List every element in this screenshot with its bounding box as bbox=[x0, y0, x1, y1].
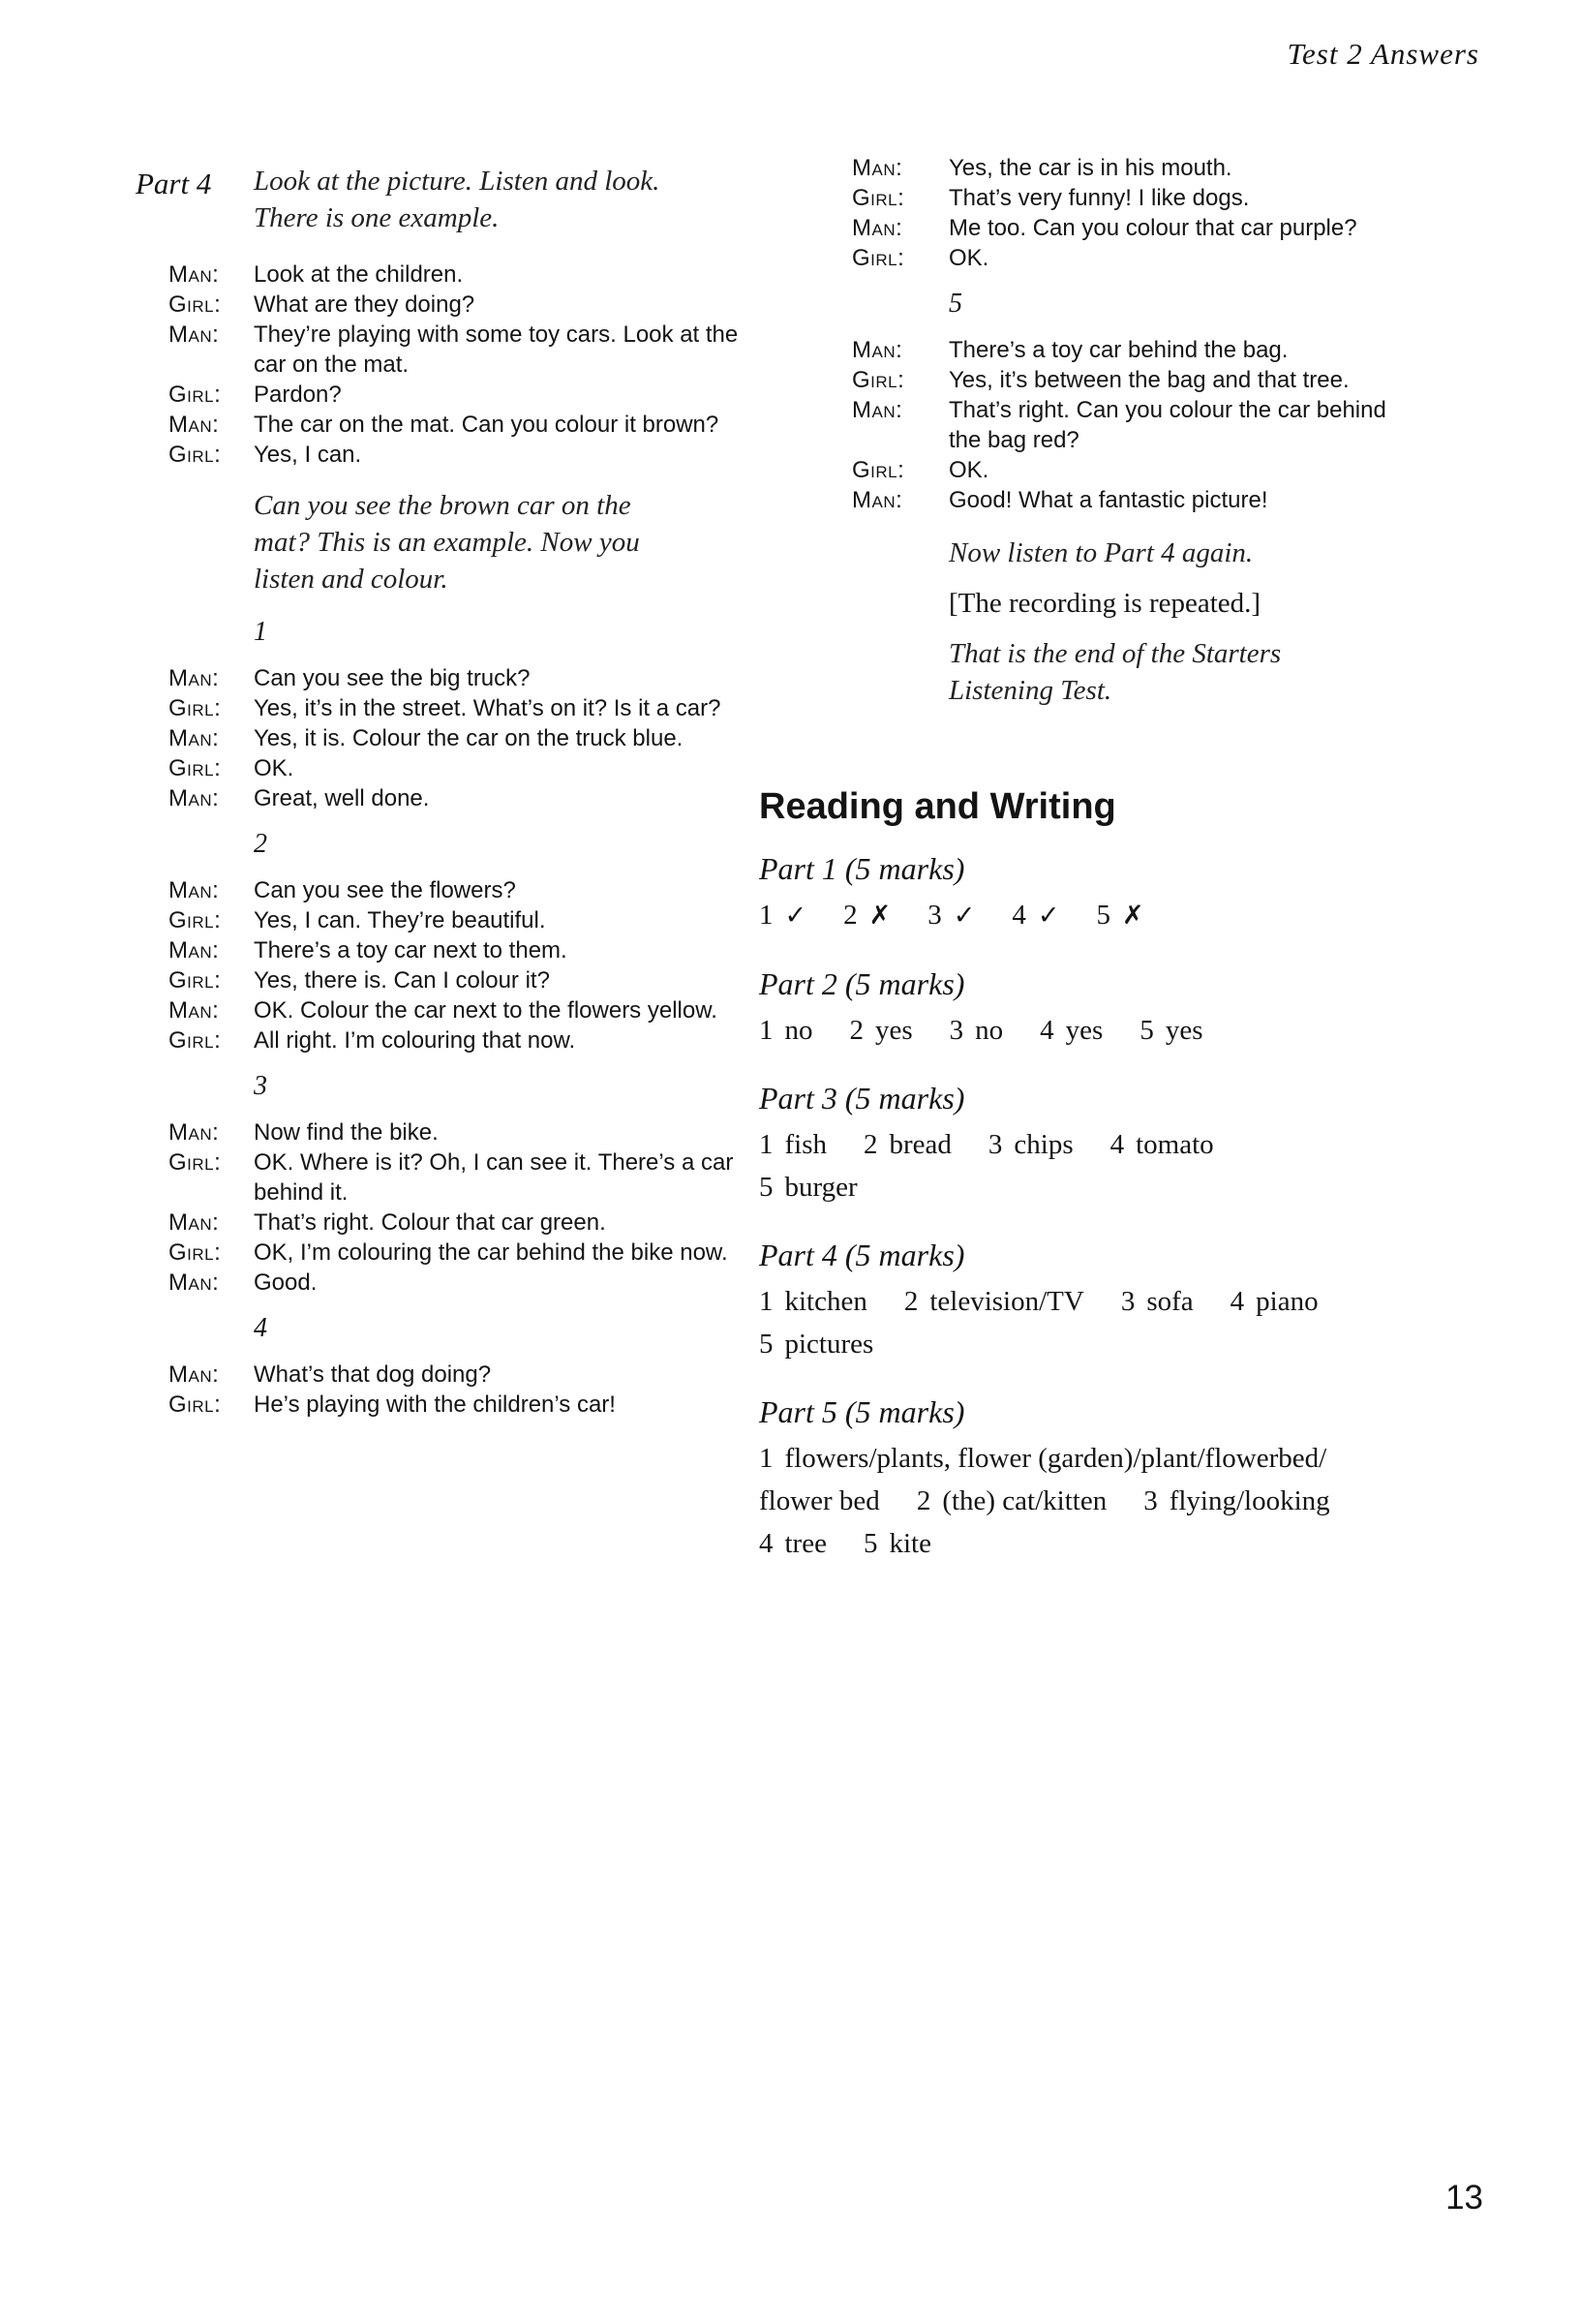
answer-value: sofa bbox=[1146, 1286, 1194, 1317]
dialogue-text: There’s a toy car behind the bag. bbox=[949, 337, 1289, 363]
dialogue-text: Yes, it’s between the bag and that tree. bbox=[949, 367, 1350, 393]
answer-item bbox=[1110, 1123, 1214, 1166]
end-note bbox=[949, 635, 1413, 709]
answer-item bbox=[864, 1123, 952, 1166]
speaker-label: Girl: bbox=[168, 1391, 222, 1418]
answer-item bbox=[1012, 894, 1059, 937]
answer-number: 1 bbox=[759, 1129, 774, 1160]
cross-icon: ✗ bbox=[868, 901, 892, 931]
dialogue-line bbox=[136, 440, 755, 470]
answer-item bbox=[904, 1280, 1084, 1323]
answer-row bbox=[759, 1323, 1456, 1365]
answer-number: 5 bbox=[863, 1528, 878, 1559]
part4-heading bbox=[136, 163, 755, 236]
answer-row bbox=[759, 1522, 1456, 1565]
dialogue-text: All right. I’m colouring that now. bbox=[254, 1027, 576, 1054]
item-dialogue bbox=[136, 1360, 755, 1420]
answer-row bbox=[759, 1480, 1456, 1522]
answer-value: pictures bbox=[784, 1329, 874, 1360]
dialogue-line bbox=[136, 1025, 755, 1055]
speaker-label: Man: bbox=[852, 337, 903, 363]
speaker-label: Man: bbox=[852, 397, 903, 423]
dialogue-line bbox=[136, 1360, 755, 1390]
listening-part4-column bbox=[136, 163, 755, 1420]
dialogue-text: OK. bbox=[949, 457, 989, 483]
closing-notes bbox=[949, 535, 1413, 709]
speaker-label: Girl: bbox=[168, 1149, 222, 1176]
speaker-label: Man: bbox=[168, 321, 220, 348]
dialogue-line bbox=[136, 1238, 755, 1268]
dialogue-text: OK. Where is it? Oh, I can see it. There’s a car behind it. bbox=[254, 1149, 734, 1206]
speaker-label: Girl: bbox=[852, 245, 905, 271]
answer-row bbox=[759, 1166, 1456, 1208]
dialogue-text: That’s right. Colour that car green. bbox=[254, 1209, 606, 1236]
answer-part-title: Part 2 (5 marks) bbox=[759, 966, 965, 1001]
dialogue-text: Can you see the flowers? bbox=[254, 877, 516, 903]
answer-number: 2 bbox=[864, 1129, 878, 1160]
continuation-dialogue bbox=[852, 153, 1413, 273]
dialogue-text: Yes, the car is in his mouth. bbox=[949, 155, 1232, 181]
dialogue-text: They’re playing with some toy cars. Look at the car on the mat. bbox=[254, 321, 739, 378]
dialogue-line bbox=[136, 1208, 755, 1238]
answer-value: burger bbox=[784, 1172, 858, 1203]
answer-number: 4 bbox=[759, 1528, 774, 1559]
speaker-label: Man: bbox=[168, 1209, 220, 1236]
dialogue-text: What are they doing? bbox=[254, 291, 475, 318]
dialogue-text: That’s right. Can you colour the car behind the bag red? bbox=[949, 397, 1386, 453]
dialogue-line bbox=[136, 1147, 755, 1208]
dialogue-line bbox=[136, 905, 755, 935]
dialogue-line bbox=[136, 875, 755, 905]
answer-value: bread bbox=[889, 1129, 952, 1160]
answer-number: 4 bbox=[1109, 1129, 1125, 1160]
speaker-label: Girl: bbox=[168, 967, 222, 994]
example-note bbox=[254, 487, 755, 597]
item-dialogue bbox=[136, 875, 755, 1055]
answer-number: 1 bbox=[759, 1286, 774, 1317]
speaker-label: Girl: bbox=[168, 1027, 222, 1054]
page-header: Test 2 Answers bbox=[1287, 37, 1479, 71]
dialogue-text: Good! What a fantastic picture! bbox=[949, 487, 1268, 513]
answer-number: 4 bbox=[1012, 900, 1026, 931]
dialogue-line bbox=[852, 395, 1413, 455]
answer-value: flying/looking bbox=[1169, 1485, 1330, 1516]
speaker-label: Man: bbox=[168, 937, 220, 963]
dialogue-line bbox=[136, 320, 755, 380]
answer-number: 1 bbox=[759, 1443, 774, 1474]
answer-value: yes bbox=[1165, 1015, 1203, 1046]
answer-part-title: Part 1 (5 marks) bbox=[759, 851, 965, 886]
answer-item bbox=[759, 1123, 827, 1166]
dialogue-text: There’s a toy car next to them. bbox=[254, 937, 567, 963]
repeated-note: [The recording is repeated.] bbox=[949, 588, 1261, 619]
answer-value: fish bbox=[784, 1129, 827, 1160]
dialogue-text: OK. Colour the car next to the flowers yellow. bbox=[254, 997, 717, 1024]
answer-value: tomato bbox=[1136, 1129, 1214, 1160]
answer-item bbox=[1231, 1280, 1319, 1323]
dialogue-text: Me too. Can you colour that car purple? bbox=[949, 215, 1357, 241]
speaker-label: Man: bbox=[168, 725, 220, 751]
answer-number: 5 bbox=[1096, 900, 1110, 931]
answer-value: television/TV bbox=[929, 1286, 1084, 1317]
answer-value: no bbox=[975, 1015, 1004, 1046]
reading-writing-section bbox=[759, 786, 1456, 1592]
part4-label: Part 4 bbox=[136, 167, 212, 200]
answer-value: flower bed bbox=[759, 1485, 880, 1516]
dialogue-text: Pardon? bbox=[254, 382, 342, 408]
tick-icon: ✓ bbox=[784, 901, 807, 931]
speaker-label: Man: bbox=[168, 665, 220, 691]
answer-item bbox=[1097, 894, 1144, 937]
answer-item bbox=[1139, 1009, 1202, 1052]
dialogue-text: Yes, I can. bbox=[254, 442, 362, 468]
answer-item bbox=[1121, 1280, 1194, 1323]
dialogue-text: Can you see the big truck? bbox=[254, 665, 531, 691]
answer-number: 1 bbox=[759, 900, 774, 931]
listening-continuation-column bbox=[852, 153, 1413, 709]
speaker-label: Man: bbox=[168, 997, 220, 1024]
speaker-label: Man: bbox=[168, 261, 220, 288]
answer-item bbox=[917, 1480, 1107, 1522]
dialogue-text: The car on the mat. Can you colour it brown? bbox=[254, 412, 719, 438]
answer-part-title: Part 5 (5 marks) bbox=[759, 1394, 965, 1429]
answer-part bbox=[759, 849, 1456, 937]
dialogue-text: OK. bbox=[254, 755, 294, 781]
dialogue-text: OK. bbox=[949, 245, 989, 271]
speaker-label: Man: bbox=[852, 215, 903, 241]
speaker-label: Girl: bbox=[168, 382, 222, 408]
dialogue-line bbox=[136, 995, 755, 1025]
speaker-label: Man: bbox=[852, 155, 903, 181]
example-dialogue bbox=[136, 260, 755, 470]
answer-value: kite bbox=[889, 1528, 931, 1559]
answer-number: 3 bbox=[988, 1129, 1003, 1160]
dialogue-text: Yes, it’s in the street. What’s on it? Is it a car? bbox=[254, 695, 721, 721]
speaker-label: Girl: bbox=[168, 755, 222, 781]
answer-item bbox=[759, 1280, 867, 1323]
dialogue-text: Now find the bike. bbox=[254, 1119, 439, 1146]
instruction-line: There is one example. bbox=[254, 202, 500, 233]
answer-number: 4 bbox=[1230, 1286, 1245, 1317]
dialogue-line bbox=[852, 485, 1413, 515]
part4-instruction bbox=[254, 163, 755, 236]
dialogue-text: Yes, there is. Can I colour it? bbox=[254, 967, 550, 994]
end-note-line: Listening Test. bbox=[949, 675, 1112, 706]
dialogue-line bbox=[136, 1117, 755, 1147]
dialogue-text: Good. bbox=[254, 1269, 318, 1296]
answer-item bbox=[759, 1009, 813, 1052]
dialogue-line bbox=[852, 153, 1413, 183]
answer-part bbox=[759, 1079, 1456, 1208]
answer-row bbox=[759, 1280, 1456, 1323]
item-number: 3 bbox=[254, 1071, 267, 1101]
dialogue-line bbox=[136, 783, 755, 813]
answer-number: 2 bbox=[849, 1015, 864, 1046]
answer-item bbox=[1143, 1480, 1329, 1522]
dialogue-line bbox=[136, 663, 755, 693]
answer-number: 3 bbox=[1143, 1485, 1158, 1516]
answer-parts bbox=[759, 849, 1456, 1565]
answer-value: piano bbox=[1256, 1286, 1319, 1317]
dialogue-line bbox=[136, 1268, 755, 1298]
answer-number: 3 bbox=[927, 900, 942, 931]
dialogue-line bbox=[852, 183, 1413, 213]
answer-item bbox=[927, 894, 975, 937]
speaker-label: Man: bbox=[168, 1269, 220, 1296]
answer-number: 2 bbox=[916, 1485, 931, 1516]
dialogue-items bbox=[136, 615, 755, 1420]
answer-part bbox=[759, 1392, 1456, 1565]
dialogue-text: What’s that dog doing? bbox=[254, 1361, 492, 1388]
listen-again-note: Now listen to Part 4 again. bbox=[949, 537, 1254, 568]
speaker-label: Girl: bbox=[168, 291, 222, 318]
cross-icon: ✗ bbox=[1122, 901, 1144, 931]
item-number: 4 bbox=[254, 1313, 267, 1343]
dialogue-text: He’s playing with the children’s car! bbox=[254, 1391, 616, 1418]
dialogue-line bbox=[136, 380, 755, 410]
dialogue-line bbox=[136, 693, 755, 723]
answer-number: 1 bbox=[759, 1015, 774, 1046]
dialogue-line bbox=[136, 753, 755, 783]
item5-dialogue bbox=[852, 335, 1413, 515]
answer-number: 2 bbox=[843, 900, 858, 931]
speaker-label: Girl: bbox=[168, 907, 222, 933]
speaker-label: Man: bbox=[168, 1361, 220, 1388]
answer-number: 5 bbox=[759, 1172, 774, 1203]
page-number: 13 bbox=[1445, 2179, 1483, 2217]
dialogue-text: Yes, it is. Colour the car on the truck blue. bbox=[254, 725, 684, 751]
answer-item bbox=[850, 1009, 913, 1052]
answer-item bbox=[759, 1166, 858, 1208]
dialogue-line bbox=[136, 965, 755, 995]
answer-number: 3 bbox=[1120, 1286, 1136, 1317]
answer-part bbox=[759, 1236, 1456, 1365]
speaker-label: Man: bbox=[168, 785, 220, 811]
answer-value: kitchen bbox=[784, 1286, 867, 1317]
answer-number: 5 bbox=[1139, 1015, 1154, 1046]
answer-value: no bbox=[784, 1015, 813, 1046]
answer-item bbox=[759, 894, 806, 937]
dialogue-line bbox=[852, 365, 1413, 395]
answer-row bbox=[759, 1009, 1456, 1052]
note-line: listen and colour. bbox=[254, 564, 448, 595]
speaker-label: Man: bbox=[168, 412, 220, 438]
answer-value: yes bbox=[1065, 1015, 1104, 1046]
dialogue-line bbox=[136, 723, 755, 753]
dialogue-text: That’s very funny! I like dogs. bbox=[949, 185, 1250, 211]
note-line: mat? This is an example. Now you bbox=[254, 527, 640, 558]
answer-value: yes bbox=[875, 1015, 913, 1046]
dialogue-line bbox=[136, 935, 755, 965]
answer-item bbox=[759, 1437, 1326, 1480]
answer-item bbox=[988, 1123, 1074, 1166]
answer-row bbox=[759, 1437, 1456, 1480]
answer-value: tree bbox=[784, 1528, 827, 1559]
speaker-label: Girl: bbox=[168, 695, 222, 721]
instruction-line: Look at the picture. Listen and look. bbox=[254, 166, 660, 197]
item-number: 1 bbox=[254, 617, 267, 647]
answer-number: 2 bbox=[903, 1286, 919, 1317]
answer-item bbox=[843, 894, 891, 937]
answer-part bbox=[759, 964, 1456, 1052]
note-line: Can you see the brown car on the bbox=[254, 490, 631, 521]
speaker-label: Girl: bbox=[852, 367, 905, 393]
answer-value: (the) cat/kitten bbox=[942, 1485, 1108, 1516]
item-dialogue bbox=[136, 1117, 755, 1298]
item-number: 5 bbox=[949, 289, 962, 319]
tick-icon: ✓ bbox=[953, 901, 976, 931]
speaker-label: Girl: bbox=[852, 185, 905, 211]
answer-row bbox=[759, 1123, 1456, 1166]
answer-item bbox=[759, 1323, 873, 1365]
answer-value: flowers/plants, flower (garden)/plant/flowerbed/ bbox=[784, 1443, 1327, 1474]
answer-part-title: Part 4 (5 marks) bbox=[759, 1238, 965, 1272]
answer-part-title: Part 3 (5 marks) bbox=[759, 1081, 965, 1116]
dialogue-line bbox=[136, 290, 755, 320]
dialogue-line bbox=[852, 243, 1413, 273]
dialogue-line bbox=[136, 260, 755, 290]
answer-item bbox=[864, 1522, 931, 1565]
speaker-label: Girl: bbox=[168, 1239, 222, 1266]
answer-item bbox=[950, 1009, 1004, 1052]
item-number: 2 bbox=[254, 829, 267, 859]
dialogue-line bbox=[136, 1390, 755, 1420]
answer-item bbox=[1040, 1009, 1103, 1052]
section-title: Reading and Writing bbox=[759, 786, 1116, 827]
answer-item bbox=[759, 1522, 827, 1565]
tick-icon: ✓ bbox=[1037, 901, 1060, 931]
answer-row bbox=[759, 894, 1456, 937]
dialogue-line bbox=[852, 455, 1413, 485]
item-dialogue bbox=[136, 663, 755, 813]
dialogue-text: Look at the children. bbox=[254, 261, 464, 288]
answer-number: 3 bbox=[949, 1015, 964, 1046]
dialogue-text: OK, I’m colouring the car behind the bike now. bbox=[254, 1239, 728, 1266]
dialogue-line bbox=[136, 410, 755, 440]
dialogue-line bbox=[852, 213, 1413, 243]
answer-number: 4 bbox=[1040, 1015, 1054, 1046]
speaker-label: Girl: bbox=[168, 442, 222, 468]
dialogue-line bbox=[852, 335, 1413, 365]
end-note-line: That is the end of the Starters bbox=[949, 638, 1282, 669]
speaker-label: Man: bbox=[168, 877, 220, 903]
answer-number: 5 bbox=[759, 1329, 774, 1360]
answer-value: chips bbox=[1014, 1129, 1074, 1160]
answer-item bbox=[759, 1480, 880, 1522]
speaker-label: Man: bbox=[852, 487, 903, 513]
dialogue-text: Yes, I can. They’re beautiful. bbox=[254, 907, 546, 933]
dialogue-text: Great, well done. bbox=[254, 785, 430, 811]
speaker-label: Man: bbox=[168, 1119, 220, 1146]
speaker-label: Girl: bbox=[852, 457, 905, 483]
